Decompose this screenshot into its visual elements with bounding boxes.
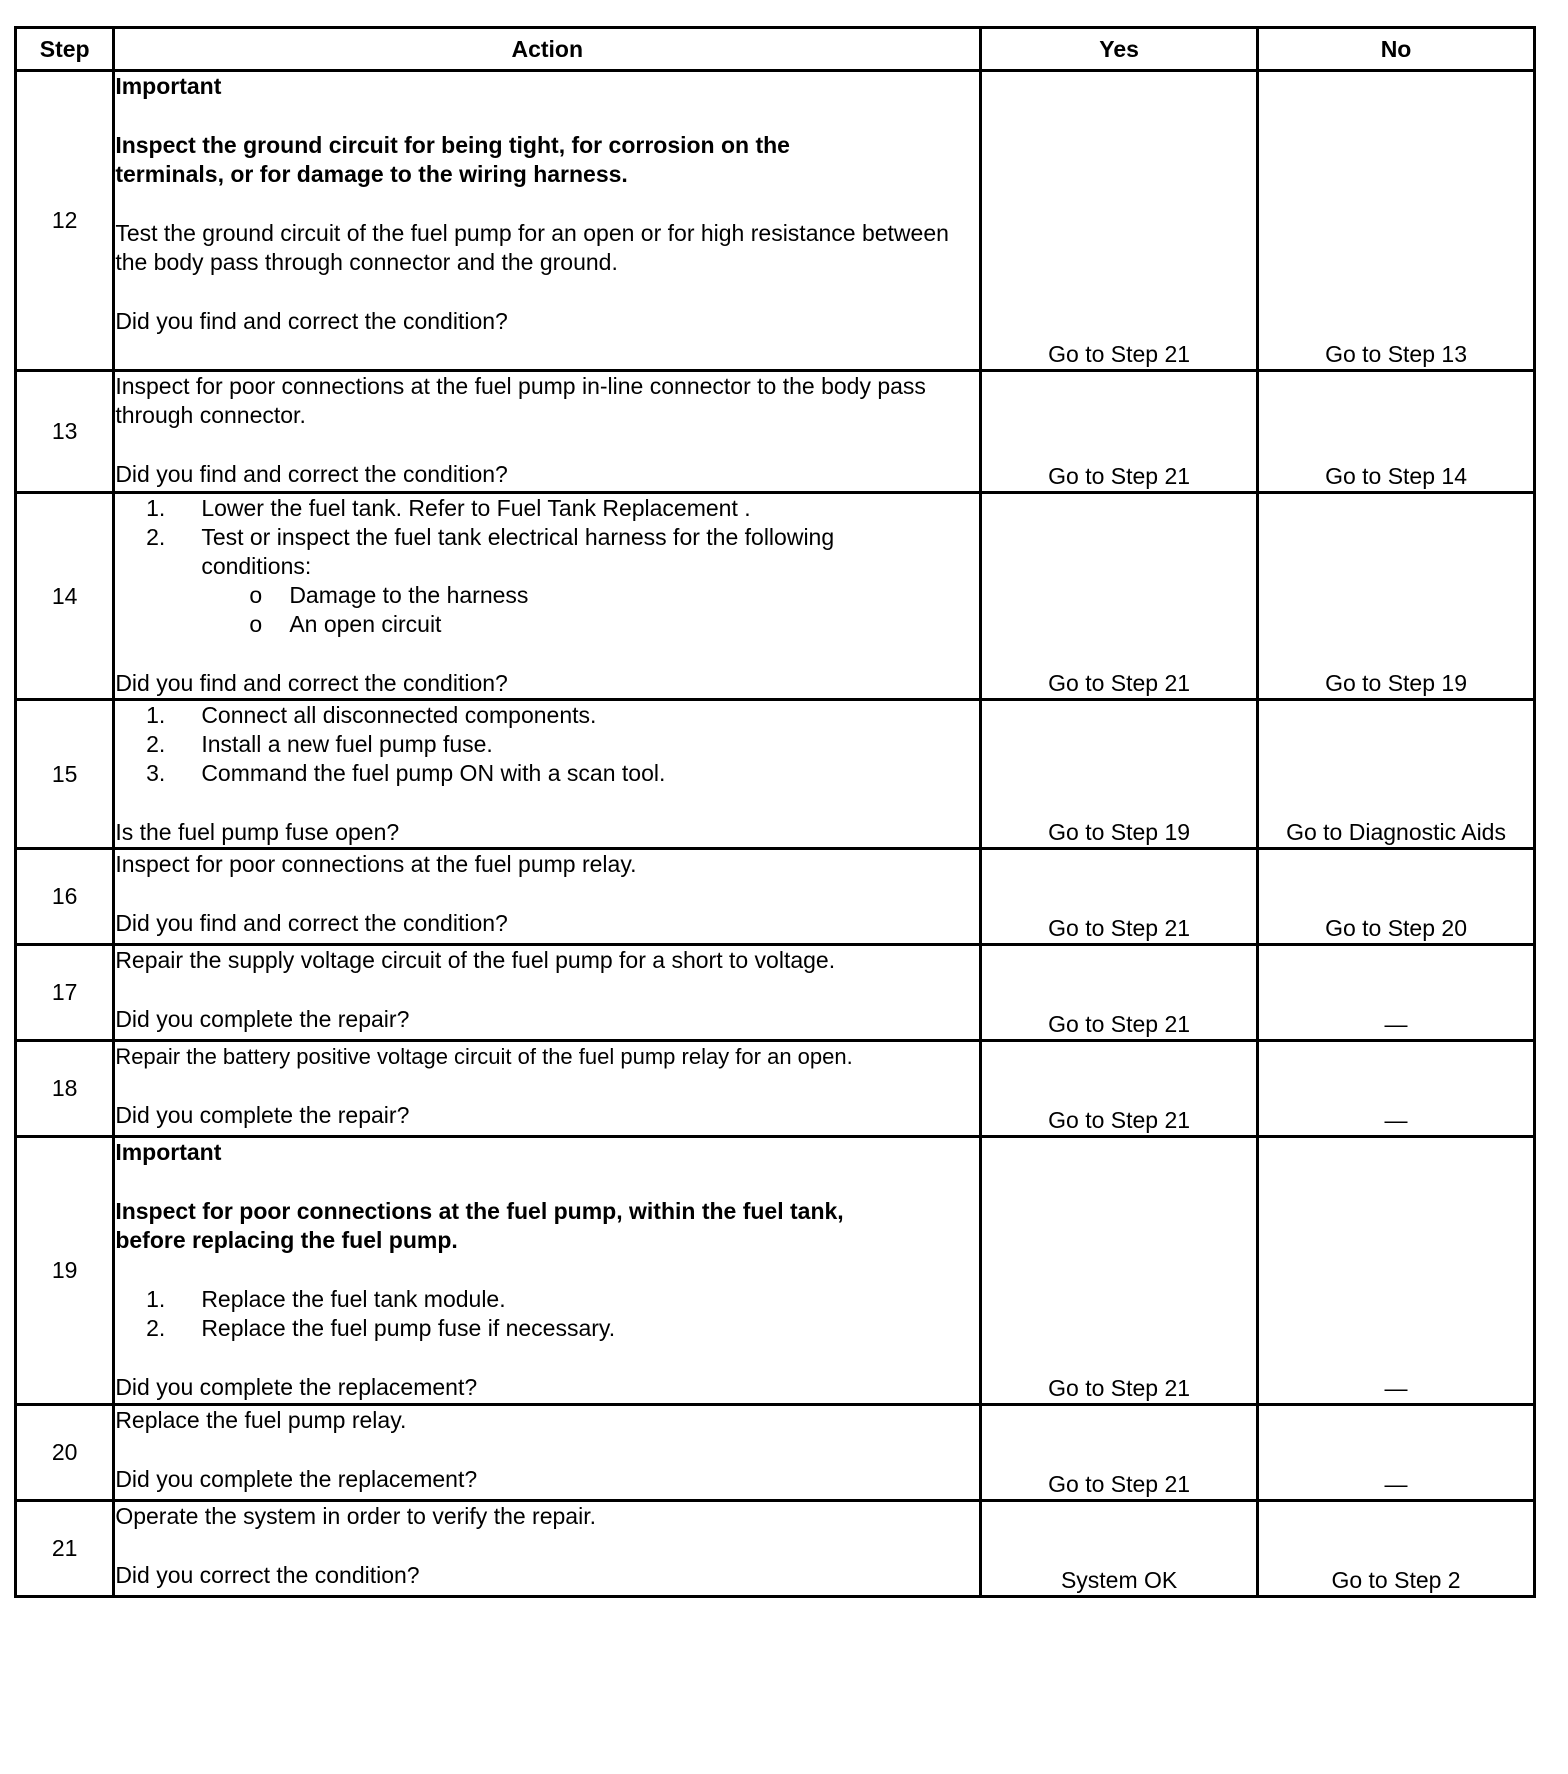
list-number: 1. — [146, 1286, 166, 1312]
action-steps-list — [115, 494, 979, 581]
diagnostic-table — [14, 26, 1536, 1598]
important-text: Inspect the ground circuit for being tight, for corrosion on the terminals, or for damage to the wiring harness. — [115, 132, 790, 187]
table-row — [16, 1137, 1535, 1405]
list-item — [201, 581, 979, 610]
list-item — [115, 1314, 979, 1343]
header-no: No — [1258, 28, 1535, 71]
step-number: 16 — [16, 849, 114, 945]
list-text: An open circuit — [289, 611, 442, 637]
list-text: Test or inspect the fuel tank electrical harness for the following conditions: — [201, 524, 835, 579]
action-text: Inspect for poor connections at the fuel pump in-line connector to the body pass through connector. — [115, 373, 926, 428]
list-number: 1. — [146, 495, 166, 521]
action-question: Did you complete the replacement? — [115, 1374, 478, 1400]
table-row — [16, 1405, 1535, 1501]
list-number: 1. — [146, 702, 166, 728]
action-question: Did you find and correct the condition? — [115, 910, 508, 936]
no-cell: Go to Step 19 — [1258, 493, 1535, 700]
condition-sublist — [201, 581, 979, 639]
action-text: Repair the battery positive voltage circuit of the fuel pump relay for an open. — [115, 1044, 853, 1069]
table-row — [16, 849, 1535, 945]
list-number: 2. — [146, 731, 166, 757]
no-cell: Go to Step 2 — [1258, 1501, 1535, 1597]
step-number: 19 — [16, 1137, 114, 1405]
action-cell — [114, 1137, 981, 1405]
list-number: 2. — [146, 1315, 166, 1341]
action-cell — [114, 849, 981, 945]
table-row — [16, 71, 1535, 371]
no-cell: — — [1258, 1041, 1535, 1137]
step-number: 21 — [16, 1501, 114, 1597]
no-cell: — — [1258, 1137, 1535, 1405]
action-question: Did you find and correct the condition? — [115, 308, 508, 334]
no-cell: Go to Diagnostic Aids — [1258, 700, 1535, 849]
yes-cell: Go to Step 21 — [981, 71, 1258, 371]
list-text: Connect all disconnected components. — [201, 702, 597, 728]
yes-cell: Go to Step 21 — [981, 1041, 1258, 1137]
action-text: Inspect for poor connections at the fuel pump relay. — [115, 851, 637, 877]
table-row — [16, 1041, 1535, 1137]
list-item — [115, 494, 979, 523]
action-cell — [114, 493, 981, 700]
list-text: Replace the fuel pump fuse if necessary. — [201, 1315, 616, 1341]
action-question: Did you find and correct the condition? — [115, 461, 508, 487]
step-number: 15 — [16, 700, 114, 849]
action-text: Repair the supply voltage circuit of the fuel pump for a short to voltage. — [115, 947, 836, 973]
table-row — [16, 700, 1535, 849]
yes-cell: System OK — [981, 1501, 1258, 1597]
action-cell — [114, 371, 981, 493]
table-row — [16, 945, 1535, 1041]
list-item — [201, 610, 979, 639]
header-step: Step — [16, 28, 114, 71]
action-question: Did you complete the repair? — [115, 1102, 410, 1128]
yes-cell: Go to Step 21 — [981, 945, 1258, 1041]
table-row — [16, 371, 1535, 493]
action-text: Operate the system in order to verify the repair. — [115, 1503, 596, 1529]
action-steps-list — [115, 1285, 979, 1343]
table-row — [16, 493, 1535, 700]
list-text: Lower the fuel tank. Refer to Fuel Tank Replacement . — [201, 495, 751, 521]
no-cell: Go to Step 13 — [1258, 71, 1535, 371]
step-number: 14 — [16, 493, 114, 700]
action-cell — [114, 1405, 981, 1501]
yes-cell: Go to Step 21 — [981, 1137, 1258, 1405]
action-text: Replace the fuel pump relay. — [115, 1407, 407, 1433]
action-question: Did you find and correct the condition? — [115, 670, 508, 696]
no-cell: — — [1258, 1405, 1535, 1501]
no-cell: Go to Step 20 — [1258, 849, 1535, 945]
step-number: 18 — [16, 1041, 114, 1137]
important-label: Important — [115, 1139, 222, 1165]
action-cell — [114, 71, 981, 371]
list-text: Damage to the harness — [289, 582, 529, 608]
table-row — [16, 1501, 1535, 1597]
important-text: Inspect for poor connections at the fuel pump, within the fuel tank, before replacing the fuel pump. — [115, 1198, 844, 1253]
step-number: 12 — [16, 71, 114, 371]
action-question: Did you correct the condition? — [115, 1562, 420, 1588]
yes-cell: Go to Step 19 — [981, 700, 1258, 849]
action-question: Is the fuel pump fuse open? — [115, 819, 400, 845]
list-number: 2. — [146, 524, 166, 550]
bullet-icon: o — [249, 582, 263, 608]
list-item — [115, 523, 979, 581]
list-item — [115, 1285, 979, 1314]
action-steps-list — [115, 701, 979, 788]
step-number: 20 — [16, 1405, 114, 1501]
yes-cell: Go to Step 21 — [981, 493, 1258, 700]
no-cell: — — [1258, 945, 1535, 1041]
action-text: Test the ground circuit of the fuel pump for an open or for high resistance between the body pass through connector and the ground. — [115, 220, 949, 275]
action-question: Did you complete the repair? — [115, 1006, 410, 1032]
no-cell: Go to Step 14 — [1258, 371, 1535, 493]
bullet-icon: o — [249, 611, 263, 637]
list-number: 3. — [146, 760, 166, 786]
action-question: Did you complete the replacement? — [115, 1466, 478, 1492]
action-cell — [114, 1041, 981, 1137]
header-yes: Yes — [981, 28, 1258, 71]
yes-cell: Go to Step 21 — [981, 371, 1258, 493]
yes-cell: Go to Step 21 — [981, 849, 1258, 945]
list-item — [115, 730, 979, 759]
action-cell — [114, 1501, 981, 1597]
step-number: 17 — [16, 945, 114, 1041]
step-number: 13 — [16, 371, 114, 493]
header-action: Action — [114, 28, 981, 71]
action-cell — [114, 700, 981, 849]
list-text: Install a new fuel pump fuse. — [201, 731, 493, 757]
list-item — [115, 759, 979, 788]
yes-cell: Go to Step 21 — [981, 1405, 1258, 1501]
important-label: Important — [115, 73, 222, 99]
action-cell — [114, 945, 981, 1041]
list-text: Command the fuel pump ON with a scan tool. — [201, 760, 666, 786]
list-item — [115, 701, 979, 730]
list-text: Replace the fuel tank module. — [201, 1286, 506, 1312]
table-header-row — [16, 28, 1535, 71]
